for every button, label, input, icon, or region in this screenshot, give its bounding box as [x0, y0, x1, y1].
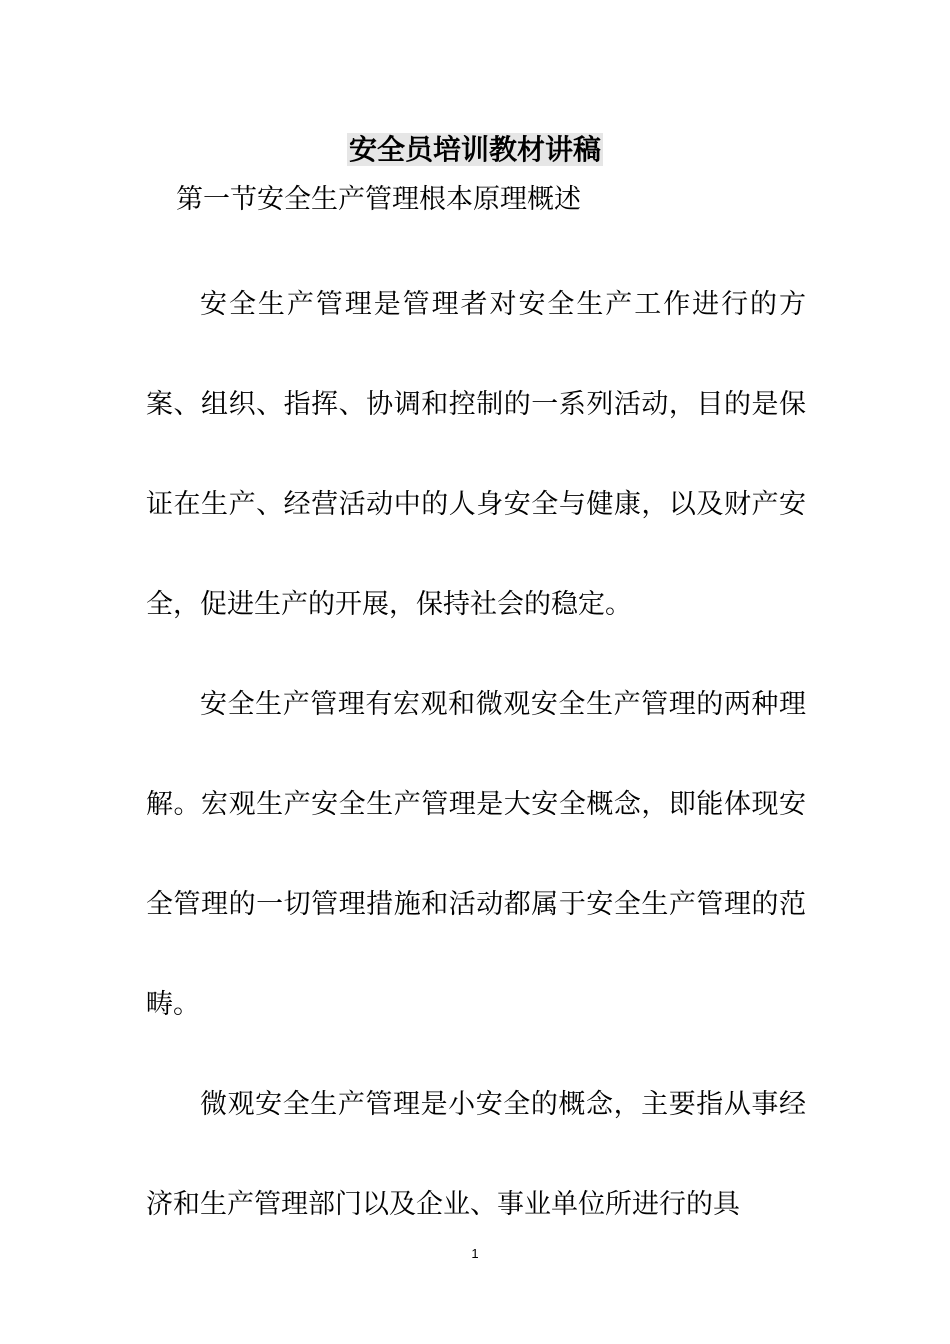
- page-number: 1: [471, 1246, 479, 1261]
- paragraph: 安全生产管理是管理者对安全生产工作进行的方案、组织、指挥、协调和控制的一系列活动，目的是保证在生产、经营活动中的人身安全与健康，以及财产安全，促进生产的开展，保持社会的稳定。: [146, 289, 806, 620]
- section-heading: 第一节安全生产管理根本原理概述: [176, 184, 581, 215]
- paragraph: 安全生产管理有宏观和微观安全生产管理的两种理解。宏观生产安全生产管理是大安全概念，即能体现安全管理的一切管理措施和活动都属于安全生产管理的范畴。: [146, 689, 806, 1020]
- paragraph: 微观安全生产管理是小安全的概念，主要指从事经济和生产管理部门以及企业、事业单位所进行的具: [146, 1089, 806, 1220]
- document-title-text: 安全员培训教材讲稿: [348, 133, 601, 166]
- body-text: [146, 255, 806, 1255]
- document-title: [0, 130, 950, 170]
